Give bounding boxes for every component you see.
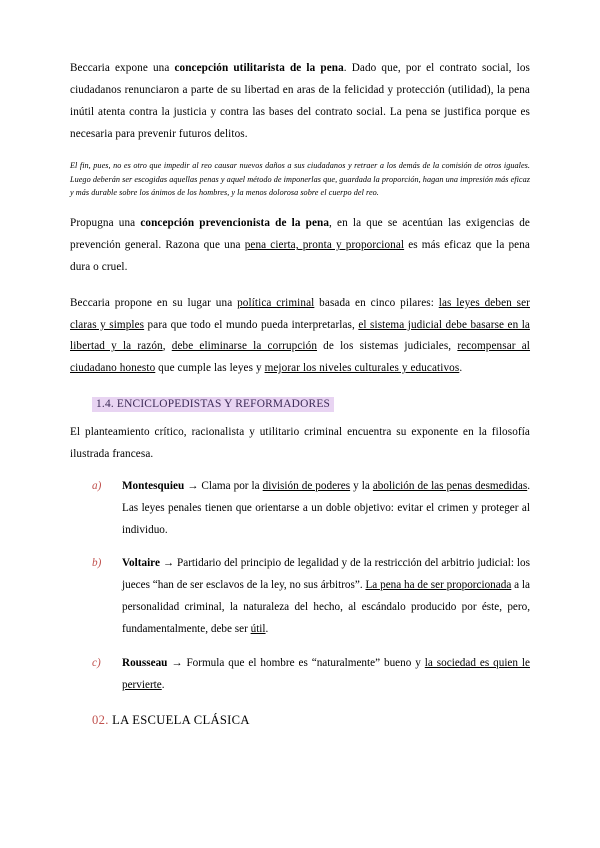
spacer (70, 696, 530, 710)
paragraph-politica-criminal (70, 293, 530, 380)
run-text: , en la que se acentúan las exigencias de prevención general. Razona que una (70, 217, 530, 252)
section-heading-row (70, 394, 530, 412)
run-underline: las leyes deben ser claras y simples (70, 296, 530, 331)
chapter-number: 02. (92, 713, 109, 728)
run-text: . Dado que, por el contrato social, los ciudadanos renunciaron a parte de su libertad en aras de la felicidad y protección (utilidad), la pena inútil atenta contra la justicia y contra las bases del contrato social. La pena se justifica porque es necesaria para prevenir futuros delitos. (70, 62, 530, 140)
author-name: Rousseau (122, 656, 168, 669)
chapter-title: LA ESCUELA CLÁSICA (112, 713, 250, 728)
author-name: Voltaire (122, 557, 160, 570)
authors-list (70, 476, 530, 697)
run-text: basada en cinco pilares: (314, 296, 439, 309)
run-text: que cumple las leyes y (155, 362, 265, 375)
chapter-heading (70, 710, 530, 730)
run-text: a la personalidad criminal, la naturaleza del hecho, al escándalo producido por éste, pero, fundamentalmente, debe ser (122, 579, 530, 635)
run-text: Beccaria propone en su lugar una (70, 296, 238, 309)
spacer (70, 145, 530, 159)
block-quote-beccaria: El fin, pues, no es otro que impedir al reo causar nuevos daños a sus ciudadanos y retraer a los demás de la comisión de otros iguales. Luego deberán ser escogidas aquellas penas y aquel método de imponerlas que, guardada la proporción, hagan una impresión más eficaz y más durable sobre los ánimos de los hombres, y la menos dolorosa sobre el cuerpo del reo. (70, 161, 530, 197)
run-underline: recompensar al ciudadano honesto (70, 340, 531, 375)
run-underline: política criminal (237, 296, 315, 309)
run-underline: división de poderes (262, 479, 351, 492)
run-text: . (265, 622, 269, 635)
list-marker: c) (92, 656, 101, 669)
list-marker: a) (92, 479, 102, 492)
paragraph-prevencionista (70, 213, 530, 279)
paragraph-beccaria-utilitarista (70, 58, 530, 145)
list-item (70, 476, 530, 542)
run-underline: mejorar los niveles culturales y educativos (264, 362, 460, 375)
spacer (70, 412, 530, 422)
run-underline: el sistema judicial debe basarse en la libertad y la razón (70, 318, 530, 353)
list-marker: b) (92, 557, 102, 570)
run-underline: abolición de las penas desmedidas (372, 479, 528, 492)
run-underline: la sociedad es quien le pervierte (122, 656, 530, 691)
spacer (70, 466, 530, 476)
run-text: y la (350, 479, 373, 492)
author-name: Montesquieu (122, 479, 185, 492)
section-heading: 1.4. ENCICLOPEDISTAS Y REFORMADORES (92, 397, 334, 412)
run-bold: concepción utilitarista de la pena (174, 62, 344, 74)
run-text: de los sistemas judiciales, (317, 340, 458, 353)
spacer (70, 541, 530, 553)
list-item (70, 553, 530, 640)
paragraph-planteamiento-critico (70, 422, 530, 466)
run-text: → Clama por la (184, 479, 263, 492)
run-underline: La pena ha de ser proporcionada (365, 579, 512, 592)
list-item (70, 653, 530, 697)
spacer (70, 199, 530, 213)
run-underline: útil (250, 622, 266, 635)
run-text: es más eficaz que la pena dura o cruel. (70, 239, 530, 273)
run-text: Beccaria expone una (70, 62, 175, 74)
run-text: . Las leyes penales tienen que orientarse a un doble objetivo: evitar el crimen y proteger al individuo. (122, 479, 531, 536)
spacer (70, 380, 530, 394)
spacer (70, 279, 530, 293)
run-underline: debe eliminarse la corrupción (171, 340, 318, 353)
run-text: → Formula que el hombre es “naturalmente” bueno y (167, 656, 425, 669)
run-text: para que todo el mundo pueda interpretarlas, (144, 318, 359, 331)
run-text: → Partidario del principio de legalidad y de la restricción del arbitrio judicial: los jueces “han de ser esclavos de la ley, no sus árbitros”. (122, 557, 530, 592)
run-text: , (162, 340, 172, 353)
run-text: . (459, 362, 463, 375)
run-text: . (161, 678, 165, 691)
run-text: Propugna una (70, 217, 141, 230)
run-text: El planteamiento crítico, racionalista y utilitario criminal encuentra su exponente en la filosofía ilustrada francesa. (70, 426, 530, 460)
spacer (70, 641, 530, 653)
run-underline: pena cierta, pronta y proporcional (244, 239, 405, 252)
run-bold: concepción prevencionista de la pena (140, 217, 330, 230)
